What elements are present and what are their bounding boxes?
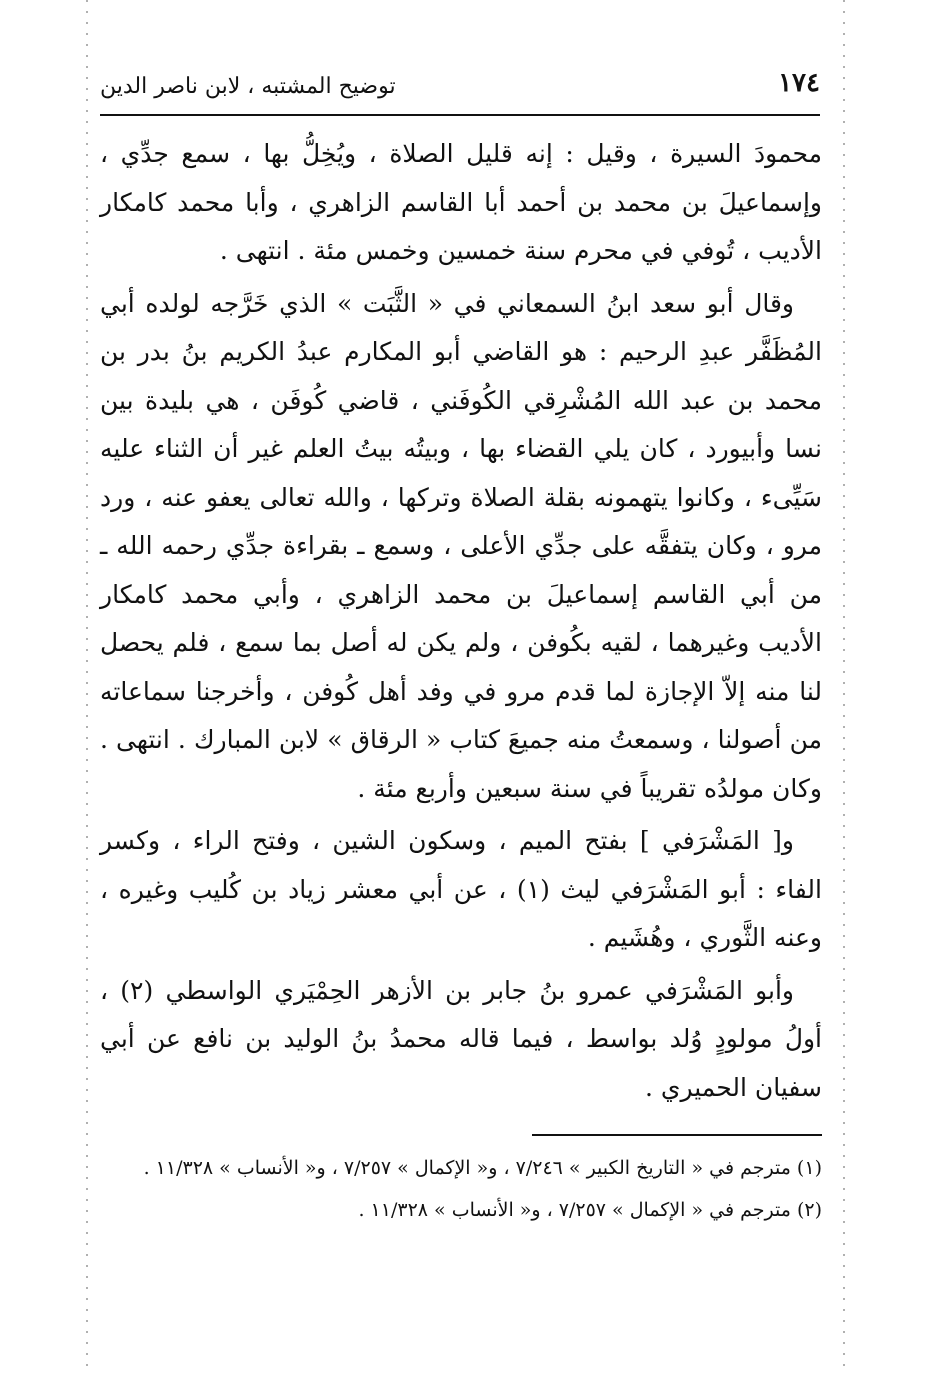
footnotes	[100, 1150, 822, 1228]
running-title: توضيح المشتبه ، لابن ناصر الدين	[100, 74, 396, 99]
paragraph: محمودَ السيرة ، وقيل : إنه قليل الصلاة ، ويُخِلُّ بها ، سمع جدِّي ، وإسماعيلَ بن محمد بن أحمد أبا القاسم الزاهري ، وأبا محمد كامكار الأديب ، تُوفي في محرم سنة خمسين وخمس مئة . انتهى .	[100, 139, 822, 265]
scan-dot-line-right	[843, 0, 845, 1373]
paragraph: و[ المَشْرَفي ] بفتح الميم ، وسكون الشين ، وفتح الراء ، وكسر الفاء : أبو المَشْرَفي ليث (١) ، عن أبي معشر زياد بن كُليب وغيره ، وعنه الثَّوري ، وهُشَيم .	[100, 826, 823, 952]
main-text	[100, 130, 822, 1112]
paragraph: وأبو المَشْرَفي عمرو بنُ جابر بن الأزهر الحِمْيَري الواسطي (٢) ، أولُ مولودٍ وُلد بواسط ، فيما قاله محمدُ بنُ الوليد بن نافع عن أبي سفيان الحميري .	[100, 975, 822, 1102]
footnote-separator	[532, 1134, 822, 1136]
paragraph: وقال أبو سعد ابنُ السمعاني في « الثَّبَت » الذي خَرَّجه لولده أبي المُظَفَّر عبدِ الرحيم : هو القاضي أبو المكارم عبدُ الكريم بنُ بدر بن محمد بن عبد الله المُشْرِقي الكُوفَني ، قاضي كُوفَن ، هي بليدة بين نسا وأبيورد ، كان يلي القضاء بها ، وبيتُه بيتُ العلم غير أن الثناء عليه سَيِّىء ، وكانوا يتهمونه بقلة الصلاة وتركها ، والله تعالى يعفو عنه ، ورد مرو ، وكان يتفقَّه على جدِّي الأعلى ، وسمع ـ بقراءة جدِّي رحمه الله ـ من أبي القاسم إسماعيلَ بن محمد الزاهري ، وأبي محمد كامكار الأديب وغيرهما ، لقيه بكُوفن ، ولم يكن له أصل بما سمع ، فلم يحصل لنا منه إلاّ الإجازة لما قدم مرو في وفد أهل كُوفن ، وأخرجنا سماعاته من أصولنا ، وسمعتُ منه جميعَ كتاب « الرقاق » لابن المبارك . انتهى . وكان مولدُه تقريباً في سنة سبعين وأربع مئة .	[100, 288, 822, 803]
footnote: (٢) مترجم في « الإكمال » ٧/٢٥٧ ، و« الأنساب » ١١/٣٢٨ .	[358, 1199, 822, 1221]
page-header	[100, 62, 820, 116]
scan-dot-line-left	[86, 0, 88, 1373]
page-number: ١٧٤	[778, 68, 820, 98]
footnote: (١) مترجم في « التاريخ الكبير » ٧/٢٤٦ ، و« الإكمال » ٧/٢٥٧ ، و« الأنساب » ١١/٣٢٨ .	[143, 1157, 822, 1179]
